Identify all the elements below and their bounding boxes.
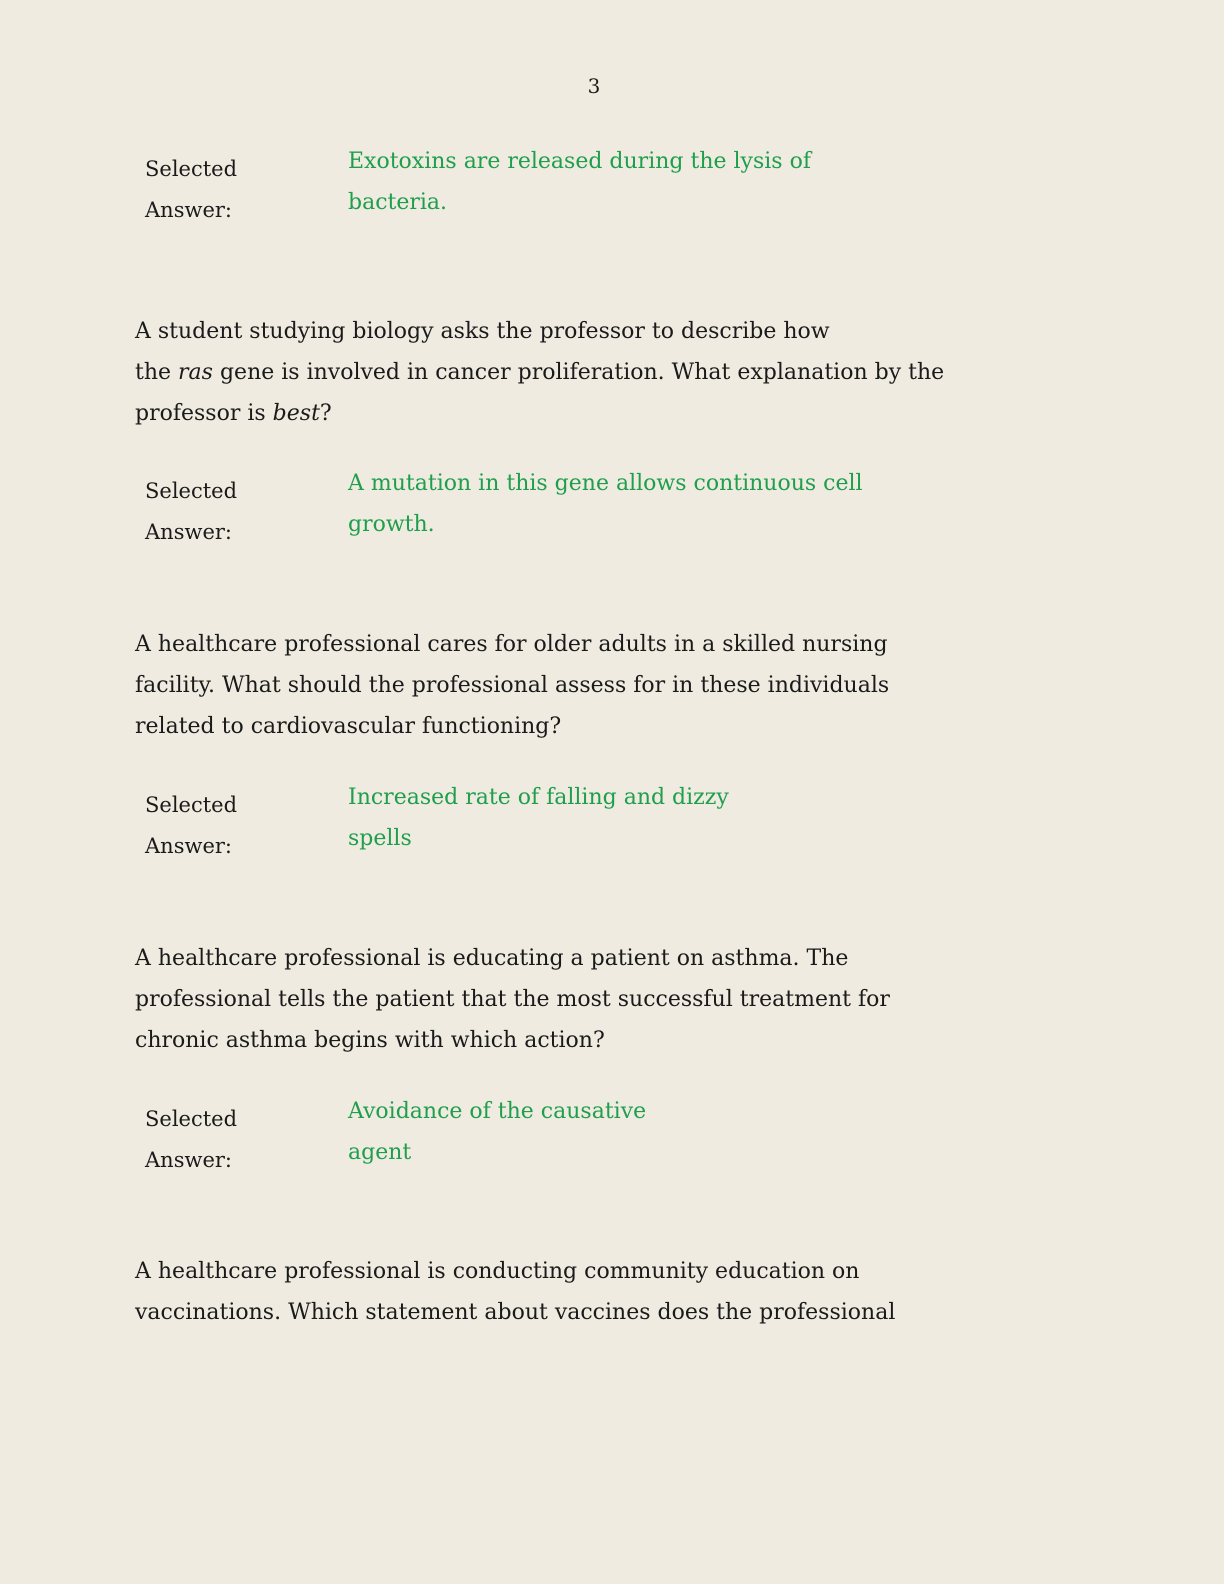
answer-text-line: Avoidance of the causative: [348, 1099, 647, 1124]
answer-text-line: bacteria.: [348, 190, 448, 215]
question-3: [135, 624, 1035, 747]
question-emphasis: ras: [178, 360, 213, 385]
answer-label-line1: Selected: [145, 793, 238, 817]
answer-label-line1: Selected: [145, 1107, 238, 1131]
question-line: professional tells the patient that the most successful treatment for: [135, 987, 890, 1012]
question-line: A student studying biology asks the professor to describe how: [135, 319, 830, 344]
page-number: 3: [587, 74, 601, 98]
question-5: [135, 1251, 1035, 1333]
question-text: the: [135, 360, 179, 385]
answer-label: [145, 471, 325, 553]
answer-label-line1: Selected: [145, 479, 238, 503]
answer-text-line: Increased rate of falling and dizzy: [348, 785, 729, 810]
question-line: A healthcare professional cares for older adults in a skilled nursing: [135, 632, 888, 657]
answer-label: [145, 785, 325, 867]
answer-label: [145, 1099, 325, 1181]
question-2: [135, 311, 1035, 434]
answer-text-line: spells: [348, 826, 412, 851]
answer-text: [348, 1091, 948, 1173]
question-line: [135, 393, 1035, 434]
answer-text-line: A mutation in this gene allows continuous cell: [348, 471, 863, 496]
question-line: chronic asthma begins with which action?: [135, 1028, 605, 1053]
question-emphasis: best: [272, 401, 320, 426]
question-line: [135, 352, 1035, 393]
question-text: gene is involved in cancer proliferation. What explanation by the: [212, 360, 945, 385]
answer-label-line1: Selected: [145, 157, 238, 181]
question-4: [135, 938, 1035, 1061]
question-line: vaccinations. Which statement about vaccines does the professional: [135, 1300, 896, 1325]
question-line: facility. What should the professional assess for in these individuals: [135, 673, 890, 698]
question-line: related to cardiovascular functioning?: [135, 714, 562, 739]
answer-label-line2: Answer:: [145, 834, 232, 858]
answer-text: [348, 777, 948, 859]
question-line: A healthcare professional is educating a patient on asthma. The: [135, 946, 849, 971]
answer-text: [348, 463, 948, 545]
answer-text: [348, 141, 948, 223]
answer-label-line2: Answer:: [145, 520, 232, 544]
answer-text-line: Exotoxins are released during the lysis of: [348, 149, 811, 174]
answer-label-line2: Answer:: [145, 1148, 232, 1172]
question-text: ?: [319, 401, 332, 426]
answer-text-line: growth.: [348, 512, 435, 537]
answer-label: [145, 149, 325, 231]
question-text: professor is: [135, 401, 273, 426]
question-line: A healthcare professional is conducting community education on: [135, 1259, 860, 1284]
answer-label-line2: Answer:: [145, 198, 232, 222]
answer-text-line: agent: [348, 1140, 412, 1165]
